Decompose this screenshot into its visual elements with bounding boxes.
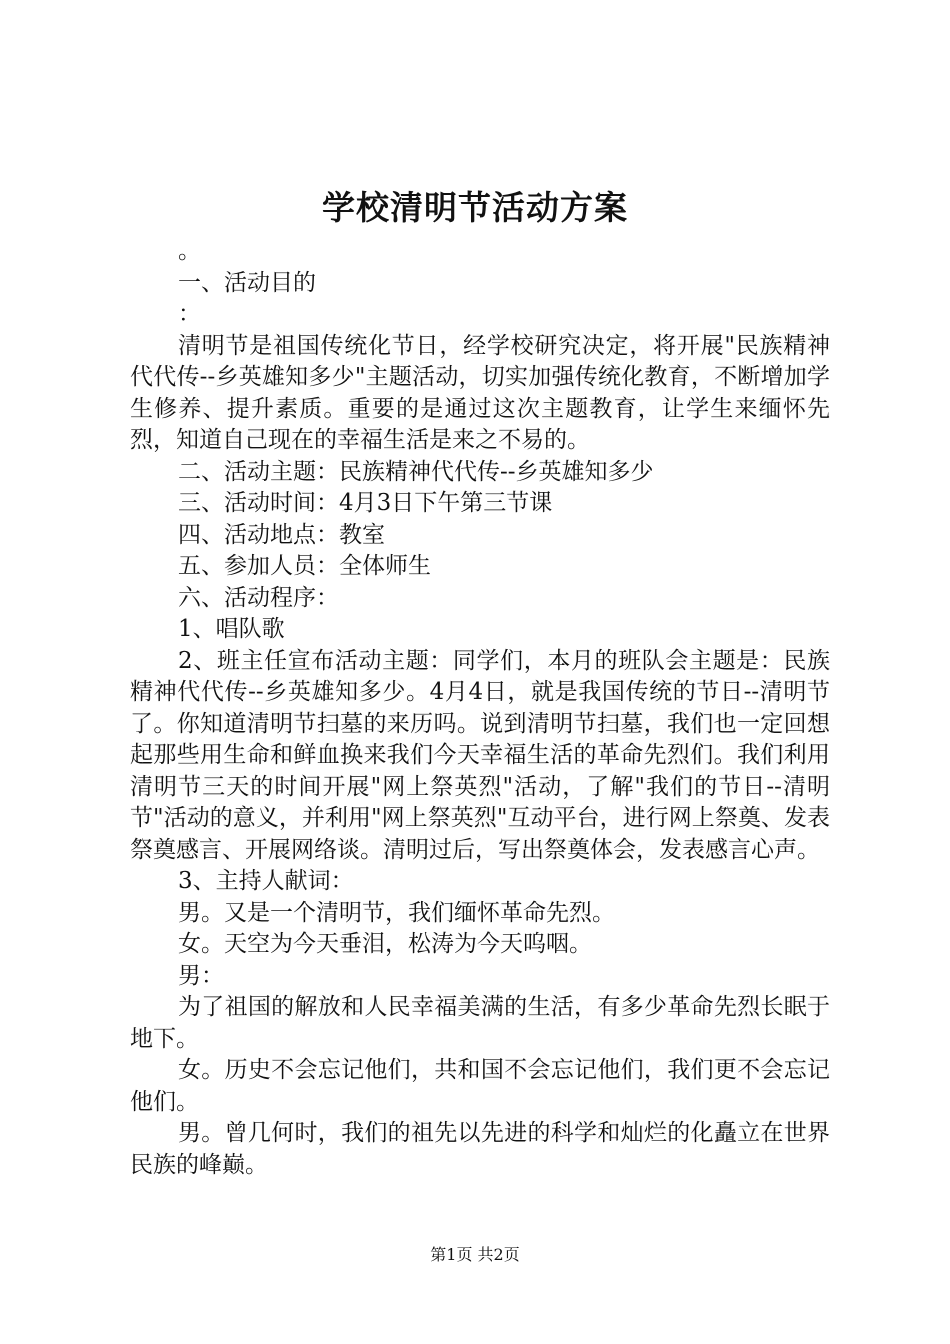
paragraph-9: 六、活动程序： xyxy=(178,584,339,611)
paragraph-8: 五、参加人员：全体师生 xyxy=(178,553,431,579)
paragraph-11: 2、班主任宣布活动主题：同学们，本月的班队会主题是：民族精神代代传--乡英雄知多少。4月4日，就是我国传统的节日--清明节了。你知道清明节扫墓的来历吗。说到清明节扫墓，我们也一定回想起那些用生命和鲜血换来我们今天幸福生活的革命先烈们。我们利用清明节三天的时间开展"网上祭英烈"活动，了解"我们的节日--清明节"活动的意义，并利用"网上祭英烈"互动平台，进行网上祭奠、发表祭奠感言、开展网络谈。清明过后，写出祭奠体会，发表感言心声。 xyxy=(130,647,830,863)
paragraph-13: 男。又是一个清明节，我们缅怀革命先烈。 xyxy=(178,899,615,926)
paragraph-2: 一、活动目的 xyxy=(178,269,316,296)
paragraph-16: 为了祖国的解放和人民幸福美满的生活，有多少革命先烈长眠于地下。 xyxy=(130,994,830,1052)
paragraph-17: 女。历史不会忘记他们，共和国不会忘记他们，我们更不会忘记他们。 xyxy=(130,1057,830,1115)
paragraph-18: 男。曾几何时，我们的祖先以先进的科学和灿烂的化矗立在世界民族的峰巅。 xyxy=(130,1120,830,1178)
page-footer: 第1页 共2页 xyxy=(430,1245,520,1264)
paragraph-15: 男： xyxy=(178,962,224,989)
paragraph-14: 女。天空为今天垂泪，松涛为今天呜咽。 xyxy=(178,931,592,957)
document-body xyxy=(130,236,830,1181)
paragraph-4: 清明节是祖国传统化节日，经学校研究决定，将开展"民族精神代代传--乡英雄知多少"主题活动，切实加强传统化教育，不断增加学生修养、提升素质。重要的是通过这次主题教育，让学生来缅怀先烈，知道自己现在的幸福生活是来之不易的。 xyxy=(130,332,830,453)
paragraph-1: 。 xyxy=(178,238,201,264)
paragraph-7: 四、活动地点：教室 xyxy=(178,521,385,548)
paragraph-10: 1、唱队歌 xyxy=(178,616,285,642)
paragraph-6: 三、活动时间：4月3日下午第三节课 xyxy=(178,490,553,516)
paragraph-12: 3、主持人献词： xyxy=(178,868,354,894)
paragraph-3: ： xyxy=(178,301,201,327)
document-title: 学校清明节活动方案 xyxy=(322,188,628,227)
paragraph-5: 二、活动主题：民族精神代代传--乡英雄知多少 xyxy=(178,458,654,485)
